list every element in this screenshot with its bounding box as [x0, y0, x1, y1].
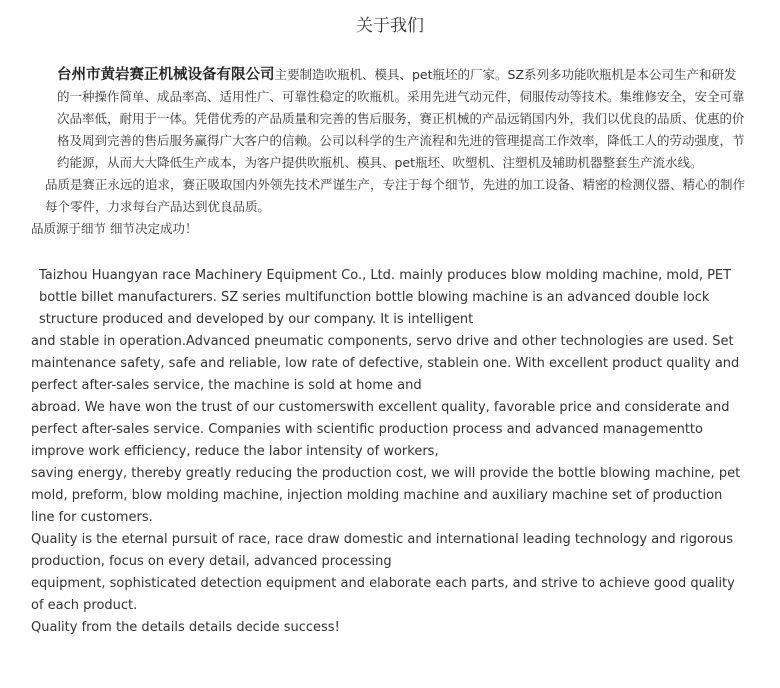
en-paragraph-1: Taizhou Huangyan race Machinery Equipment Co., Ltd. mainly produces blow molding machine, mold, PET bottle billet manufacturers. SZ series multifunction bottle blowing machine is an advanced double lock structure produced and developed by our company. It is intelligent [39, 268, 732, 327]
english-section [31, 265, 749, 639]
en-paragraph-4: saving energy, thereby greatly reducing the production cost, we will provide the bottle blowing machine, pet mold, preform, blow molding machine, injection molding machine and auxiliary machine set of production line for customers. [31, 466, 741, 525]
cn-paragraph-1 [31, 64, 749, 174]
company-name: 台州市黄岩赛正机械设备有限公司 [57, 67, 275, 83]
chinese-section [31, 64, 749, 240]
page-title: 关于我们 [356, 16, 424, 36]
en-paragraph-7: Quality from the details details decide success! [31, 620, 340, 635]
en-paragraph-3: abroad. We have won the trust of our customerswith excellent quality, favorable price and considerate and perfect after-sales service. Companies with scientific production process and advanced managementto improve work efficiency, reduce the labor intensity of workers, [31, 400, 730, 459]
cn-paragraph-3: 品质源于细节 细节决定成功！ [31, 221, 198, 236]
en-paragraph-2: and stable in operation.Advanced pneumatic components, servo drive and other technologies are used. Set maintenance safety, safe and reliable, low rate of defective, stablein one. With excellent product quality and perfect after-sales service, the machine is sold at home and [31, 334, 740, 393]
en-paragraph-5: Quality is the eternal pursuit of race, race draw domestic and international leading technology and rigorous production, focus on every detail, advanced processing [31, 532, 733, 569]
cn-paragraph-1-text: 主要制造吹瓶机、模具、pet瓶坯的厂家。SZ系列多功能吹瓶机是本公司生产和研发的一种操作简单、成品率高、适用性广、可靠性稳定的吹瓶机。采用先进气动元件，伺服传动等技术。集维修安全，安全可靠次品率低，耐用于一体。凭借优秀的产品质量和完善的售后服务，赛正机械的产品远销国内外，我们以优良的品质、优惠的价格及周到完善的售后服务赢得广大客户的信赖。公司以科学的生产流程和先进的管理提高工作效率，降低工人的劳动强度，节约能源，从而大大降低生产成本，为客户提供吹瓶机、模具、pet瓶坯、吹塑机、注塑机及辅助机器整套生产流水线。 [57, 67, 745, 170]
en-paragraph-6: equipment, sophisticated detection equipment and elaborate each parts, and strive to achieve good quality of each product. [31, 576, 735, 613]
cn-paragraph-2: 品质是赛正永远的追求，赛正吸取国内外领先技术严谨生产，专注于每个细节，先进的加工设备、精密的检测仪器、精心的制作每个零件，力求每台产品达到优良品质。 [45, 177, 746, 214]
